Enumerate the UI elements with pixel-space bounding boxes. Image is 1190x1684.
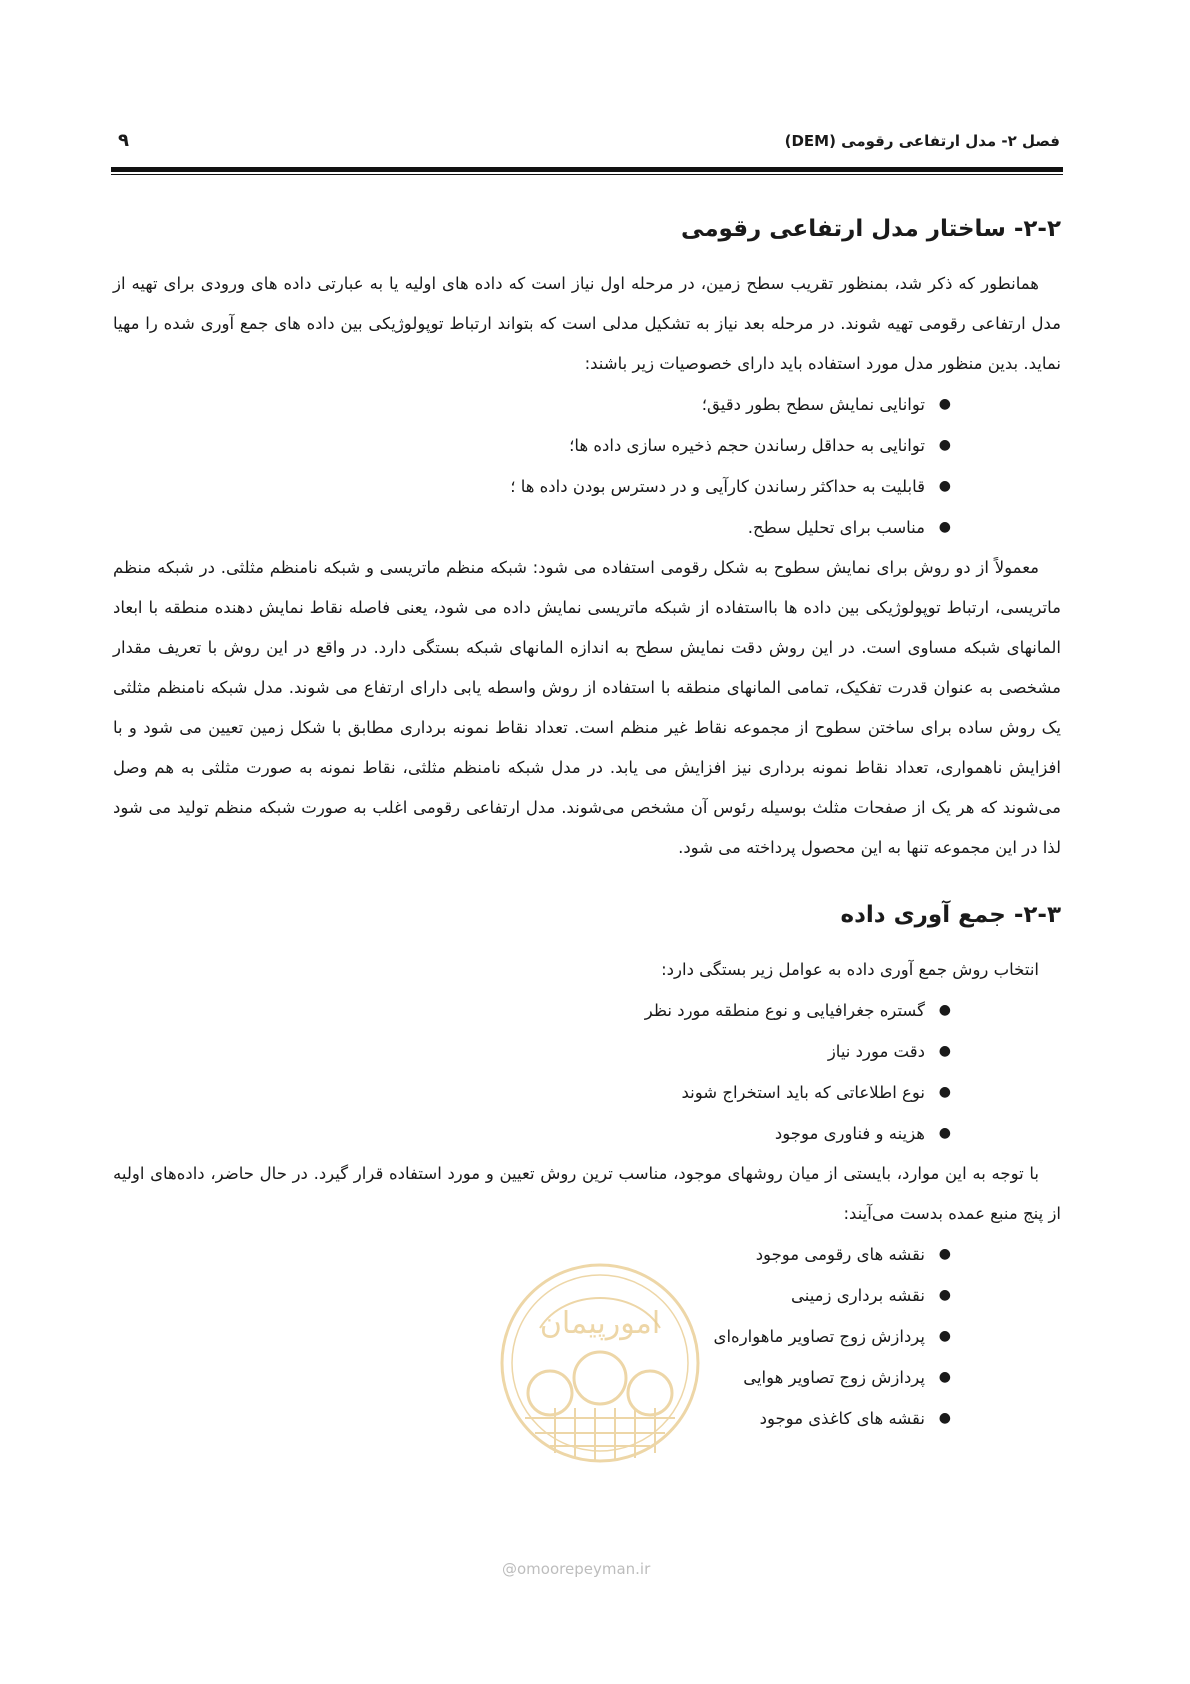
page-number: ۹: [118, 130, 129, 151]
list-item-text: نقشه های رقومی موجود: [755, 1245, 925, 1264]
page-content: [113, 214, 1061, 1439]
list-item: [113, 1072, 951, 1113]
bullet-icon: ●: [938, 1410, 951, 1426]
watermark-url: @omoorepeyman.ir: [502, 1560, 651, 1578]
list-item-text: گستره جغرافیایی و نوع منطقه مورد نظر: [644, 1001, 925, 1020]
list-item-text: توانایی نمایش سطح بطور دقیق؛: [701, 395, 925, 414]
list-item-text: قابلیت به حداکثر رساندن کارآیی و در دسترس بودن داده ها ؛: [510, 477, 925, 496]
header-rule: [111, 167, 1063, 172]
section-heading-2-2: ۲-۲- ساختار مدل ارتفاعی رقومی: [681, 216, 1061, 242]
factors-list: [113, 990, 1061, 1154]
paragraph-body: معمولاً از دو روش برای نمایش سطوح به شکل رقومی استفاده می شود: شبکه منظم ماتریسی و شبکه نامنظم مثلثی. در شبکه منظم ماتریسی، ارتباط توپولوژیکی بین داده ها بااستفاده از شبکه ماتریسی نمایش داده می شود، یعنی فاصله نقاط نمایش دهنده منطقه با ابعاد المانهای شبکه مساوی است. در این روش دقت نمایش سطح به اندازه المانهای شبکه بستگی دارد. در واقع در این روش با تعریف مقدار مشخصی به عنوان قدرت تفکیک، تمامی المانهای منطقه با استفاده از روش واسطه یابی دارای ارتفاع می شوند. مدل شبکه نامنظم مثلثی یک روش ساده برای ساختن سطوح از مجموعه نقاط غیر منظم است. تعداد نقاط نمونه برداری مطابق با شکل زمین تعیین می شود و با افزایش ناهمواری، تعداد نقاط نمونه برداری نیز افزایش می یابد. در مدل شبکه نامنظم مثلثی، نقاط نمونه به صورت مثلثی به هم وصل می‌شوند که هر یک از صفحات مثلث بوسیله رئوس آن مشخص می‌شوند. مدل ارتفاعی رقومی اغلب به صورت شبکه منظم تولید می شود لذا در این مجموعه تنها به این محصول پرداخته می شود.: [113, 558, 1061, 857]
bullet-icon: ●: [938, 519, 951, 535]
bullet-icon: ●: [938, 478, 951, 494]
bullet-icon: ●: [938, 1043, 951, 1059]
list-item-text: دقت مورد نیاز: [827, 1042, 925, 1061]
watermark-logo-text: امورپیمان: [539, 1306, 661, 1341]
list-item-text: نقشه های کاغذی موجود: [759, 1409, 925, 1428]
section-heading-2-3: ۲-۳- جمع آوری داده: [840, 902, 1061, 928]
list-item: [113, 384, 951, 425]
bullet-icon: ●: [938, 1246, 951, 1262]
bullet-icon: ●: [938, 1084, 951, 1100]
paragraph-intro: همانطور که ذکر شد، بمنظور تقریب سطح زمین، در مرحله اول نیاز است که داده های اولیه یا به عبارتی داده های ورودی برای تهیه از مدل ارتفاعی رقومی تهیه شوند. در مرحله بعد نیاز به تشکیل مدلی است که بتواند ارتباط توپولوژیکی بین داده های جمع آوری شده را مهیا نماید. بدین منظور مدل مورد استفاده باید دارای خصوصیات زیر باشند:: [113, 274, 1061, 373]
paragraph-intro-2: انتخاب روش جمع آوری داده به عوامل زیر بستگی دارد:: [661, 960, 1039, 979]
list-item-text: مناسب برای تحلیل سطح.: [747, 518, 925, 537]
bullet-icon: ●: [938, 1369, 951, 1385]
list-item-text: نقشه برداری زمینی: [790, 1286, 925, 1305]
list-item-text: هزینه و فناوری موجود: [774, 1124, 925, 1143]
list-item-text: پردازش زوج تصاویر ماهواره‌ای: [713, 1327, 925, 1346]
paragraph-body-2: با توجه به این موارد، بایستی از میان روشهای موجود، مناسب ترین روش تعیین و مورد استفاده قرار گیرد. در حال حاضر، داده‌های اولیه از پنج منبع عمده بدست می‌آیند:: [113, 1164, 1061, 1223]
header-rule-thin: [111, 174, 1063, 175]
running-header: [118, 118, 1060, 170]
bullet-icon: ●: [938, 437, 951, 453]
list-item: [113, 1113, 951, 1154]
list-item: [113, 507, 951, 548]
list-item-text: پردازش زوج تصاویر هوایی: [743, 1368, 925, 1387]
bullet-icon: ●: [938, 1328, 951, 1344]
list-item-text: نوع اطلاعاتی که باید استخراج شوند: [681, 1083, 925, 1102]
list-item: [113, 425, 951, 466]
watermark-logo-icon: [495, 1258, 705, 1468]
bullet-icon: ●: [938, 1002, 951, 1018]
bullet-icon: ●: [938, 396, 951, 412]
list-item: [113, 466, 951, 507]
list-item: [113, 990, 951, 1031]
chapter-title: فصل ۲- مدل ارتفاعی رقومی (DEM): [784, 132, 1060, 150]
bullet-icon: ●: [938, 1125, 951, 1141]
list-item-text: توانایی به حداقل رساندن حجم ذخیره سازی داده ها؛: [569, 436, 925, 455]
bullet-icon: ●: [938, 1287, 951, 1303]
properties-list: [113, 384, 1061, 548]
list-item: [113, 1031, 951, 1072]
